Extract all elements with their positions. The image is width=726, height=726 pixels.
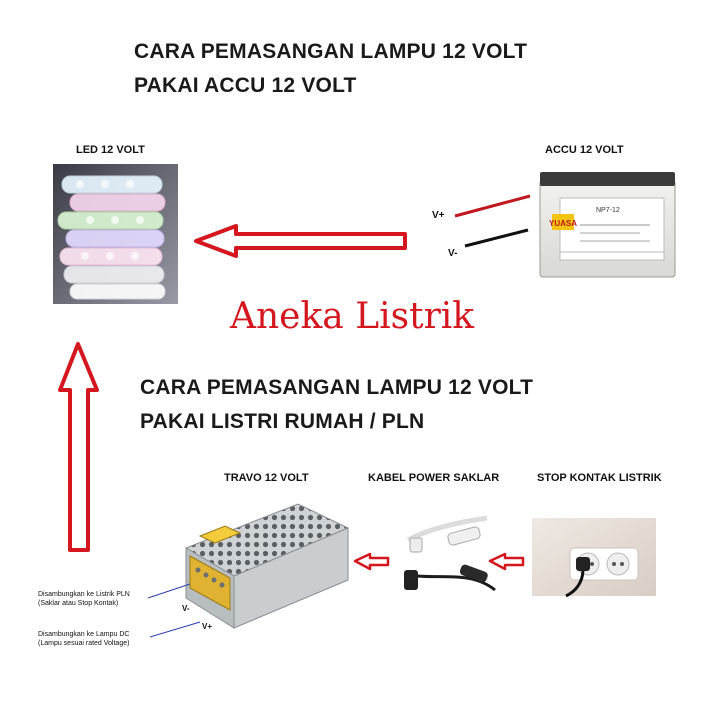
pln-note-line2: (Saklar atau Stop Kontak) xyxy=(38,600,119,607)
stop-kontak-image xyxy=(532,518,656,596)
pln-note-line1: Disambungkan ke Listrik PLN xyxy=(38,591,130,598)
accu-label: ACCU 12 VOLT xyxy=(545,144,624,156)
travo-power-supply-image xyxy=(186,504,348,628)
top-title-line2: PAKAI ACCU 12 VOLT xyxy=(134,74,357,97)
top-title-line1: CARA PEMASANGAN LAMPU 12 VOLT xyxy=(134,40,528,63)
dc-note xyxy=(38,630,129,648)
battery-positive-wire xyxy=(455,196,530,216)
battery-model-text: NP7-12 xyxy=(596,207,620,214)
led-label: LED 12 VOLT xyxy=(76,144,145,156)
dc-note-line2: (Lampu sesuai rated Voltage) xyxy=(38,640,130,647)
pln-note xyxy=(38,590,130,608)
travo-positive-label: V+ xyxy=(202,622,213,631)
arrow-stopkontak-to-kabel xyxy=(490,554,523,569)
mid-title-line2: PAKAI LISTRI RUMAH / PLN xyxy=(140,410,425,433)
led-module-image xyxy=(53,164,178,304)
dc-note-line1: Disambungkan ke Lampu DC xyxy=(38,631,130,638)
dc-leader-line xyxy=(150,622,200,637)
stop-kontak-label: STOP KONTAK LISTRIK xyxy=(537,472,662,484)
battery-brand-text: YUASA xyxy=(548,219,578,228)
arrow-kabel-to-travo xyxy=(355,554,388,569)
arrow-travo-to-led xyxy=(60,344,97,550)
kabel-power-saklar-image xyxy=(404,518,495,590)
brand-watermark: Aneka Listrik xyxy=(230,296,475,337)
arrow-accu-to-led xyxy=(196,226,405,256)
kabel-label: KABEL POWER SAKLAR xyxy=(368,472,500,484)
pln-leader-line xyxy=(148,584,190,598)
mid-title-line1: CARA PEMASANGAN LAMPU 12 VOLT xyxy=(140,376,534,399)
battery-negative-label: V- xyxy=(448,248,458,259)
battery-negative-wire xyxy=(465,230,528,246)
accu-battery-image xyxy=(540,172,675,277)
battery-positive-label: V+ xyxy=(432,210,445,221)
travo-label: TRAVO 12 VOLT xyxy=(224,472,309,484)
travo-negative-label: V- xyxy=(182,604,190,613)
